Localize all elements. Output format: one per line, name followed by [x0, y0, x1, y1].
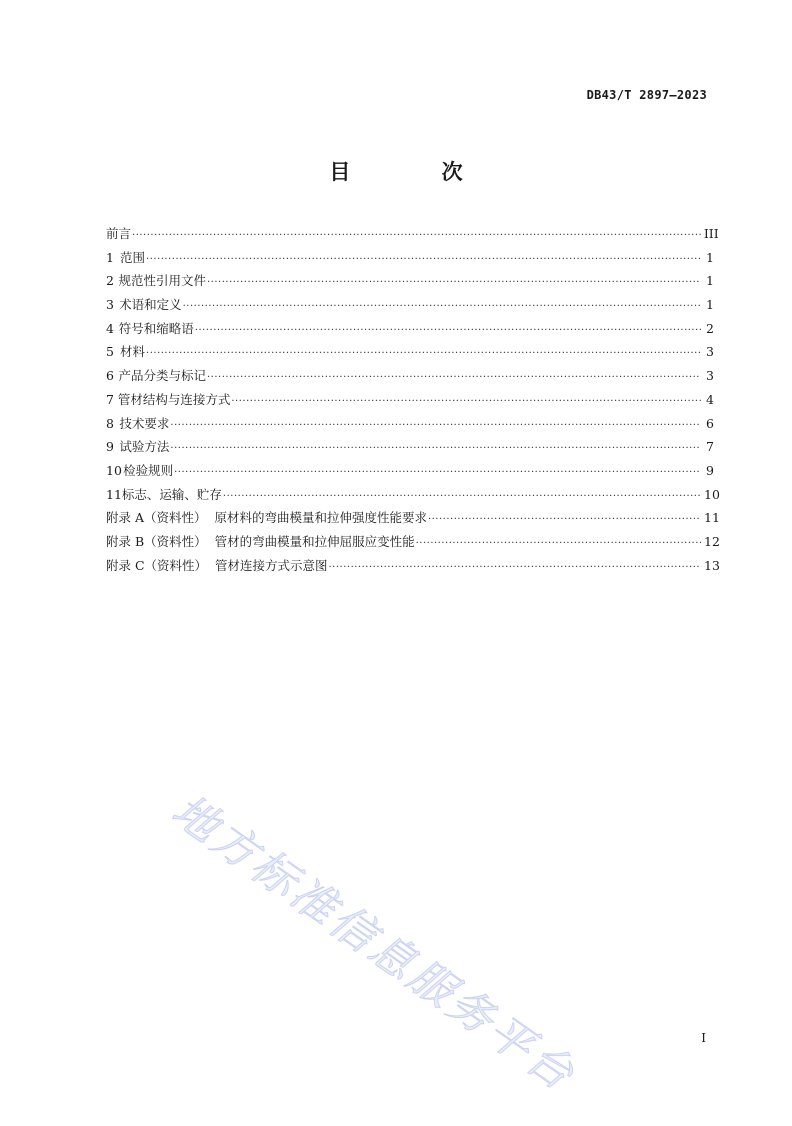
dot-leader: [174, 461, 701, 485]
entry-page: 3: [706, 368, 714, 384]
dot-leader: [146, 342, 701, 366]
entry-title: 产品分类与标记: [118, 368, 206, 384]
toc-entry-appendix-a[interactable]: [106, 506, 720, 530]
entry-number: 1: [106, 249, 114, 265]
dot-leader: [223, 485, 701, 509]
dot-leader: [132, 224, 701, 248]
entry-title: 附录 C（资料性） 管材连接方式示意图: [106, 557, 328, 573]
entry-page: 4: [706, 391, 714, 407]
entry-number: 8: [106, 415, 114, 431]
entry-number: 3: [106, 297, 114, 313]
entry-title: 符号和缩略语: [118, 320, 194, 336]
dot-leader: [428, 508, 701, 532]
entry-title: 范围: [120, 249, 146, 265]
toc-entry-3[interactable]: [106, 293, 714, 317]
entry-number: 6: [106, 368, 114, 384]
entry-page: 6: [706, 415, 714, 431]
entry-title: 规范性引用文件: [118, 273, 206, 289]
entry-page: 7: [706, 439, 714, 455]
entry-title: 材料: [120, 344, 146, 360]
entry-page: 12: [704, 533, 720, 549]
table-of-contents: [106, 222, 720, 577]
entry-page: III: [703, 226, 719, 241]
dot-leader: [183, 295, 701, 319]
toc-entry-appendix-c[interactable]: [106, 554, 720, 578]
entry-number: 5: [106, 344, 114, 360]
dot-leader: [207, 366, 701, 390]
entry-number: 2: [106, 273, 114, 289]
entry-page: 11: [704, 510, 720, 526]
toc-entry-foreword[interactable]: [106, 222, 719, 246]
entry-page: 10: [704, 486, 720, 502]
dot-leader: [146, 248, 701, 272]
toc-entry-7[interactable]: [106, 388, 714, 412]
dot-leader: [170, 437, 701, 461]
entry-title: 附录 A（资料性） 原材料的弯曲模量和拉伸强度性能要求: [106, 510, 427, 526]
page-title: 目 次: [329, 160, 505, 184]
entry-title: 管材结构与连接方式: [117, 391, 231, 407]
entry-page: 1: [706, 273, 714, 289]
entry-page: 1: [706, 297, 714, 313]
toc-entry-9[interactable]: [106, 435, 714, 459]
dot-leader: [231, 390, 701, 414]
entry-title: 检验规则: [123, 462, 174, 478]
entry-number: 7: [106, 391, 114, 407]
dot-leader: [416, 532, 701, 556]
entry-title: 技术要求: [119, 415, 170, 431]
toc-entry-appendix-b[interactable]: [106, 530, 720, 554]
dot-leader: [170, 414, 701, 438]
entry-number: 10: [106, 462, 122, 478]
entry-page: 2: [706, 320, 714, 336]
document-code: DB43/T 2897—2023: [586, 88, 707, 102]
toc-entry-11[interactable]: [106, 483, 720, 507]
entry-page: 13: [704, 557, 720, 573]
entry-page: 1: [706, 249, 714, 265]
toc-entry-6[interactable]: [106, 364, 714, 388]
entry-title: 附录 B（资料性） 管材的弯曲模量和拉伸屈服应变性能: [106, 533, 415, 549]
page-number: I: [701, 1031, 706, 1045]
toc-entry-4[interactable]: [106, 317, 714, 341]
entry-page: 9: [706, 462, 714, 478]
entry-title: 标志、运输、贮存: [121, 486, 222, 502]
toc-entry-5[interactable]: [106, 340, 714, 364]
entry-title: 前言: [106, 226, 132, 241]
entry-number: 4: [106, 320, 114, 336]
entry-number: 11: [106, 486, 122, 502]
toc-entry-10[interactable]: [106, 459, 714, 483]
toc-entry-8[interactable]: [106, 412, 714, 436]
toc-entry-2[interactable]: [106, 269, 714, 293]
entry-page: 3: [706, 344, 714, 360]
dot-leader: [329, 556, 702, 580]
dot-leader: [195, 319, 701, 343]
watermark-text: 地方标准信息服务平台: [162, 784, 586, 1102]
entry-title: 试验方法: [119, 439, 170, 455]
toc-entry-1[interactable]: [106, 246, 714, 270]
entry-number: 9: [106, 439, 114, 455]
dot-leader: [207, 271, 701, 295]
entry-title: 术语和定义: [119, 297, 182, 313]
